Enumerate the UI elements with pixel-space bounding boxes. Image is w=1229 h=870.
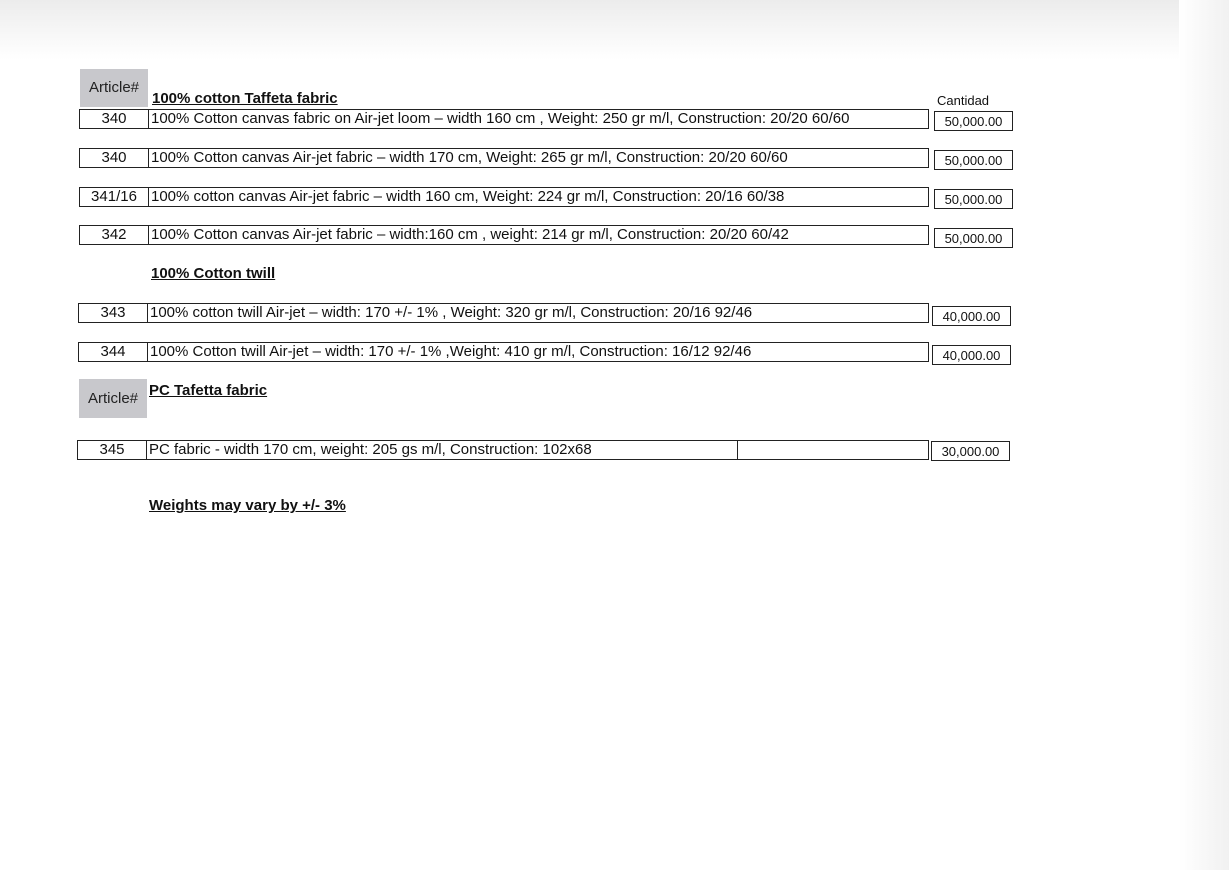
table-row — [78, 303, 929, 323]
section-title-cotton-twill: 100% Cotton twill — [151, 265, 276, 282]
description: 100% Cotton canvas Air-jet fabric – width:160 cm , weight: 214 gr m/l, Construction: 20/20 60/42 — [148, 225, 929, 245]
article-header: Article# — [80, 69, 148, 107]
article-number: 344 — [78, 342, 148, 362]
article-number: 341/16 — [79, 187, 149, 207]
quantity-value: 30,000.00 — [931, 441, 1010, 461]
weights-note: Weights may vary by +/- 3% — [149, 497, 346, 514]
description: 100% Cotton canvas fabric on Air-jet loom – width 160 cm , Weight: 250 gr m/l, Construction: 20/20 60/60 — [148, 109, 929, 129]
quantity-value: 50,000.00 — [934, 189, 1013, 209]
description: 100% cotton twill Air-jet – width: 170 +/- 1% , Weight: 320 gr m/l, Construction: 20/16 92/46 — [147, 303, 929, 323]
section-title-cotton-taffeta: 100% cotton Taffeta fabric — [152, 90, 338, 107]
quantity-value: 50,000.00 — [934, 228, 1013, 248]
quantity-value: 40,000.00 — [932, 345, 1011, 365]
table-row — [79, 187, 929, 207]
table-row — [79, 109, 929, 129]
article-number: 340 — [79, 148, 149, 168]
article-number: 345 — [77, 440, 147, 460]
description: 100% cotton canvas Air-jet fabric – width 160 cm, Weight: 224 gr m/l, Construction: 20/16 60/38 — [148, 187, 929, 207]
article-header: Article# — [79, 379, 147, 418]
scan-edge-shade — [1179, 0, 1229, 870]
quantity-header: Cantidad — [937, 93, 990, 108]
empty-cell — [737, 440, 929, 460]
table-row — [77, 440, 929, 460]
quantity-value: 50,000.00 — [934, 111, 1013, 131]
description: 100% Cotton canvas Air-jet fabric – width 170 cm, Weight: 265 gr m/l, Construction: 20/20 60/60 — [148, 148, 929, 168]
article-number: 343 — [78, 303, 148, 323]
table-row — [78, 342, 929, 362]
article-number: 342 — [79, 225, 149, 245]
description: 100% Cotton twill Air-jet – width: 170 +/- 1% ,Weight: 410 gr m/l, Construction: 16/12 92/46 — [147, 342, 929, 362]
table-row — [79, 148, 929, 168]
section-title-pc-tafetta: PC Tafetta fabric — [149, 382, 268, 399]
description: PC fabric - width 170 cm, weight: 205 gs m/l, Construction: 102x68 — [146, 440, 738, 460]
article-number: 340 — [79, 109, 149, 129]
quantity-value: 40,000.00 — [932, 306, 1011, 326]
scan-shade — [0, 0, 1229, 60]
table-row — [79, 225, 929, 245]
quantity-value: 50,000.00 — [934, 150, 1013, 170]
